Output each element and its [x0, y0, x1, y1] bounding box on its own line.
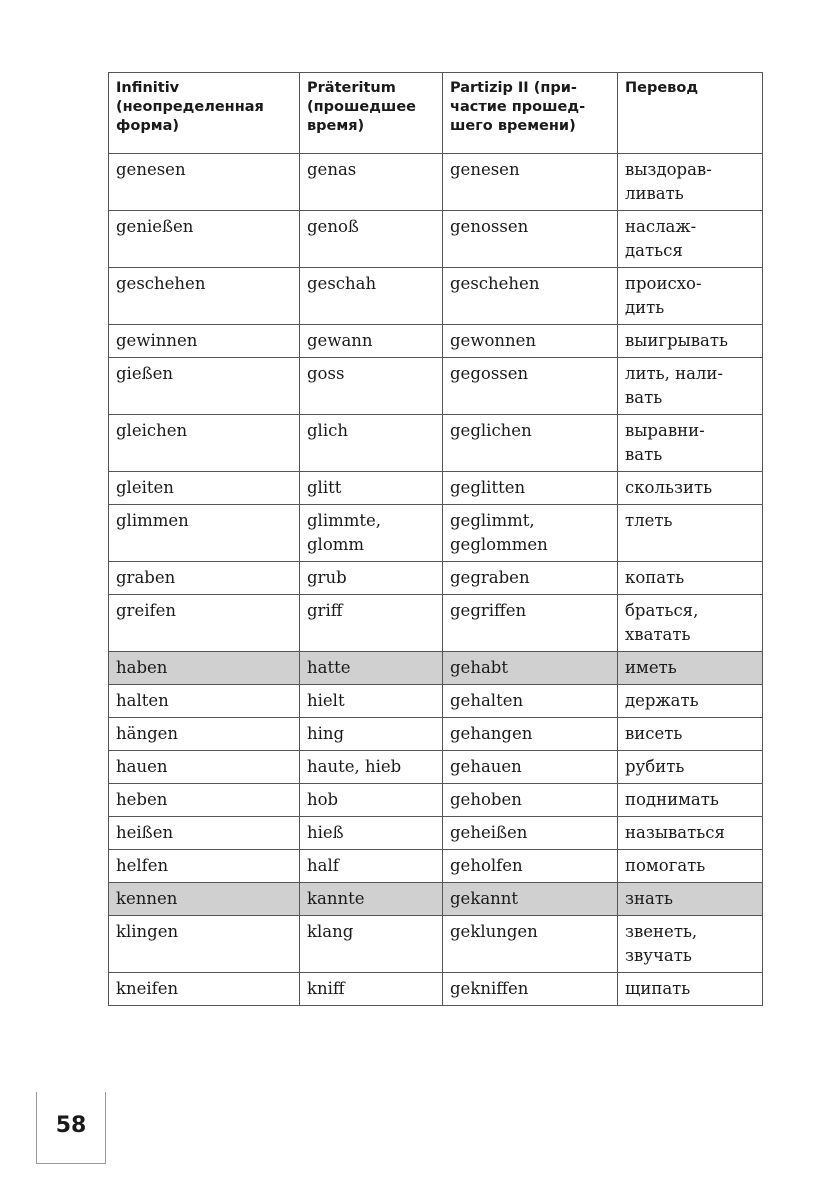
infinitiv-cell: gewinnen — [109, 325, 300, 358]
translation-cell: помогать — [618, 850, 763, 883]
translation-cell: поднимать — [618, 784, 763, 817]
prateritum-cell: genoß — [300, 211, 443, 268]
verb-table — [108, 72, 763, 1006]
page-number: 58 — [55, 1113, 87, 1138]
prateritum-cell: half — [300, 850, 443, 883]
table-row — [109, 415, 763, 472]
table-row — [109, 325, 763, 358]
partizip-cell: gehauen — [443, 751, 618, 784]
partizip-cell: gehalten — [443, 685, 618, 718]
table-row — [109, 562, 763, 595]
prateritum-cell: hob — [300, 784, 443, 817]
infinitiv-cell: graben — [109, 562, 300, 595]
infinitiv-cell: gleiten — [109, 472, 300, 505]
partizip-cell: gegriffen — [443, 595, 618, 652]
table-row — [109, 358, 763, 415]
translation-cell: выигрывать — [618, 325, 763, 358]
partizip-cell: gegraben — [443, 562, 618, 595]
prateritum-cell: grub — [300, 562, 443, 595]
table-row — [109, 751, 763, 784]
partizip-cell: geglitten — [443, 472, 618, 505]
infinitiv-cell: halten — [109, 685, 300, 718]
partizip-cell: gewonnen — [443, 325, 618, 358]
partizip-cell: geglimmt, geglommen — [443, 505, 618, 562]
infinitiv-cell: genießen — [109, 211, 300, 268]
prateritum-cell: gewann — [300, 325, 443, 358]
prateritum-cell: hing — [300, 718, 443, 751]
partizip-cell: gehabt — [443, 652, 618, 685]
header-perevod: Перевод — [618, 73, 763, 154]
infinitiv-cell: heben — [109, 784, 300, 817]
table-row — [109, 685, 763, 718]
prateritum-cell: haute, hieb — [300, 751, 443, 784]
partizip-cell: gehoben — [443, 784, 618, 817]
infinitiv-cell: kneifen — [109, 973, 300, 1006]
infinitiv-cell: gleichen — [109, 415, 300, 472]
partizip-cell: geklungen — [443, 916, 618, 973]
infinitiv-cell: genesen — [109, 154, 300, 211]
prateritum-cell: hieß — [300, 817, 443, 850]
partizip-cell: gegossen — [443, 358, 618, 415]
table-row — [109, 817, 763, 850]
infinitiv-cell: hängen — [109, 718, 300, 751]
translation-cell: знать — [618, 883, 763, 916]
translation-cell: браться, хватать — [618, 595, 763, 652]
table-row — [109, 652, 763, 685]
infinitiv-cell: heißen — [109, 817, 300, 850]
table-row — [109, 505, 763, 562]
table-row — [109, 850, 763, 883]
translation-cell: скользить — [618, 472, 763, 505]
table-row — [109, 916, 763, 973]
prateritum-cell: hatte — [300, 652, 443, 685]
table-row — [109, 268, 763, 325]
partizip-cell: geschehen — [443, 268, 618, 325]
prateritum-cell: genas — [300, 154, 443, 211]
header-partizip: Partizip II (при- частие прошед- шего времени) — [443, 73, 618, 154]
prateritum-cell: klang — [300, 916, 443, 973]
translation-cell: звенеть, звучать — [618, 916, 763, 973]
infinitiv-cell: glimmen — [109, 505, 300, 562]
partizip-cell: gekannt — [443, 883, 618, 916]
table-row — [109, 472, 763, 505]
partizip-cell: gehangen — [443, 718, 618, 751]
table-row — [109, 973, 763, 1006]
header-row — [109, 73, 763, 154]
header-infinitiv: Infinitiv (неопределенная форма) — [109, 73, 300, 154]
translation-cell: держать — [618, 685, 763, 718]
prateritum-cell: glitt — [300, 472, 443, 505]
partizip-cell: genossen — [443, 211, 618, 268]
infinitiv-cell: hauen — [109, 751, 300, 784]
translation-cell: выравни- вать — [618, 415, 763, 472]
infinitiv-cell: klingen — [109, 916, 300, 973]
partizip-cell: geholfen — [443, 850, 618, 883]
partizip-cell: geheißen — [443, 817, 618, 850]
table-row — [109, 718, 763, 751]
translation-cell: называться — [618, 817, 763, 850]
translation-cell: рубить — [618, 751, 763, 784]
translation-cell: лить, нали- вать — [618, 358, 763, 415]
translation-cell: иметь — [618, 652, 763, 685]
partizip-cell: gekniffen — [443, 973, 618, 1006]
infinitiv-cell: greifen — [109, 595, 300, 652]
infinitiv-cell: kennen — [109, 883, 300, 916]
partizip-cell: genesen — [443, 154, 618, 211]
table-row — [109, 883, 763, 916]
table-row — [109, 784, 763, 817]
translation-cell: тлеть — [618, 505, 763, 562]
prateritum-cell: geschah — [300, 268, 443, 325]
prateritum-cell: kannte — [300, 883, 443, 916]
translation-cell: наслаж- даться — [618, 211, 763, 268]
translation-cell: копать — [618, 562, 763, 595]
prateritum-cell: griff — [300, 595, 443, 652]
infinitiv-cell: geschehen — [109, 268, 300, 325]
table-row — [109, 154, 763, 211]
prateritum-cell: hielt — [300, 685, 443, 718]
table-row — [109, 211, 763, 268]
translation-cell: висеть — [618, 718, 763, 751]
translation-cell: происхо- дить — [618, 268, 763, 325]
partizip-cell: geglichen — [443, 415, 618, 472]
translation-cell: выздорав- ливать — [618, 154, 763, 211]
table-row — [109, 595, 763, 652]
prateritum-cell: glich — [300, 415, 443, 472]
infinitiv-cell: helfen — [109, 850, 300, 883]
prateritum-cell: glimmte, glomm — [300, 505, 443, 562]
translation-cell: щипать — [618, 973, 763, 1006]
prateritum-cell: goss — [300, 358, 443, 415]
header-prateritum: Präteritum (прошедшее время) — [300, 73, 443, 154]
prateritum-cell: kniff — [300, 973, 443, 1006]
infinitiv-cell: haben — [109, 652, 300, 685]
infinitiv-cell: gießen — [109, 358, 300, 415]
